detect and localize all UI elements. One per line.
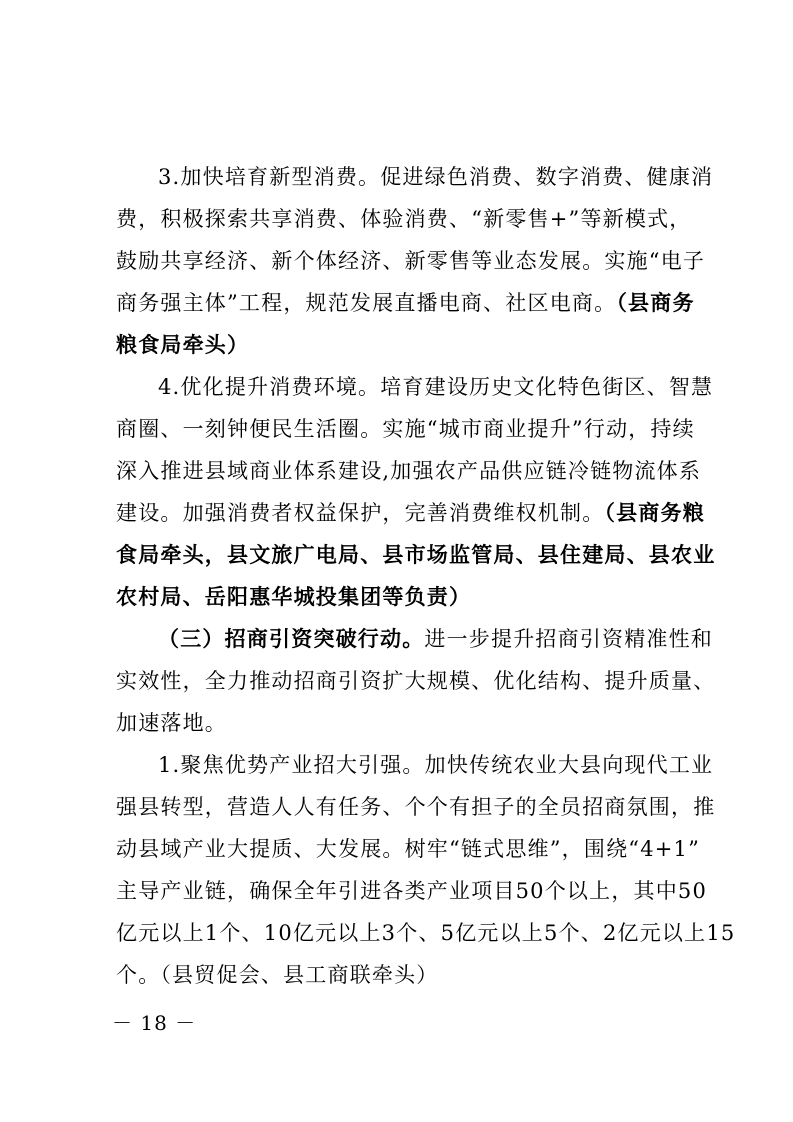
paragraph-4-responsible-end: 农村局、岳阳惠华城投集团等负责） — [116, 584, 472, 609]
paragraph-1-line-1: 1.聚焦优势产业招大引强。加快传统农业大县向现代工业 — [158, 753, 714, 777]
page-number: － 18 － — [112, 1011, 197, 1035]
paragraph-1-line-5: 亿元以上1个、10亿元以上3个、5亿元以上5个、2亿元以上15 — [116, 921, 736, 945]
paragraph-1-line-2: 强县转型，营造人人有任务、个个有担子的全员招商氛围，推 — [116, 795, 716, 819]
paragraph-3-line-4 — [116, 286, 695, 320]
paragraph-4-responsible-start: （县商务粮 — [604, 500, 705, 525]
paragraph-3-line-2: 费，积极探索共享消费、体验消费、“新零售+”等新模式， — [116, 207, 692, 231]
section-3-line-2: 实效性，全力推动招商引资扩大规模、优化结构、提升质量、 — [116, 669, 716, 693]
section-3-line-3: 加速落地。 — [116, 711, 227, 735]
paragraph-3-responsible-start: （县商务 — [616, 290, 695, 315]
paragraph-3-line-1: 3.加快培育新型消费。促进绿色消费、数字消费、健康消 — [158, 165, 714, 189]
paragraph-1-line-6: 个。（县贸促会、县工商联牵头） — [116, 963, 439, 987]
paragraph-3-line-4-text: 商务强主体”工程，规范发展直播电商、社区电商。 — [116, 291, 617, 315]
section-3-line-1-text: 进一步提升招商引资精准性和 — [424, 627, 714, 651]
paragraph-4-line-4 — [116, 496, 705, 530]
paragraph-4-line-3: 深入推进县域商业体系建设,加强农产品供应链冷链物流体系 — [116, 459, 702, 483]
paragraph-4-line-4-text: 建设。加强消费者权益保护，完善消费维权机制。 — [116, 501, 605, 525]
paragraph-1-line-4: 主导产业链，确保全年引进各类产业项目50个以上，其中50 — [116, 879, 708, 903]
paragraph-4-responsible-middle: 食局牵头，县文旅广电局、县市场监管局、县住建局、县农业 — [116, 542, 716, 567]
section-3-heading: （三）招商引资突破行动。 — [158, 626, 425, 651]
paragraph-3-responsible-end: 粮食局牵头） — [116, 332, 250, 357]
paragraph-1-line-3: 动县域产业大提质、大发展。树牢“链式思维”，围绕“4+1” — [116, 837, 701, 861]
paragraph-3-line-3: 鼓励共享经济、新个体经济、新零售等业态发展。实施“电子 — [116, 249, 706, 273]
paragraph-4-line-1: 4.优化提升消费环境。培育建设历史文化特色街区、智慧 — [158, 375, 714, 399]
paragraph-4-line-2: 商圈、一刻钟便民生活圈。实施“城市商业提升”行动，持续 — [116, 417, 695, 441]
section-3-line-1 — [158, 622, 728, 656]
